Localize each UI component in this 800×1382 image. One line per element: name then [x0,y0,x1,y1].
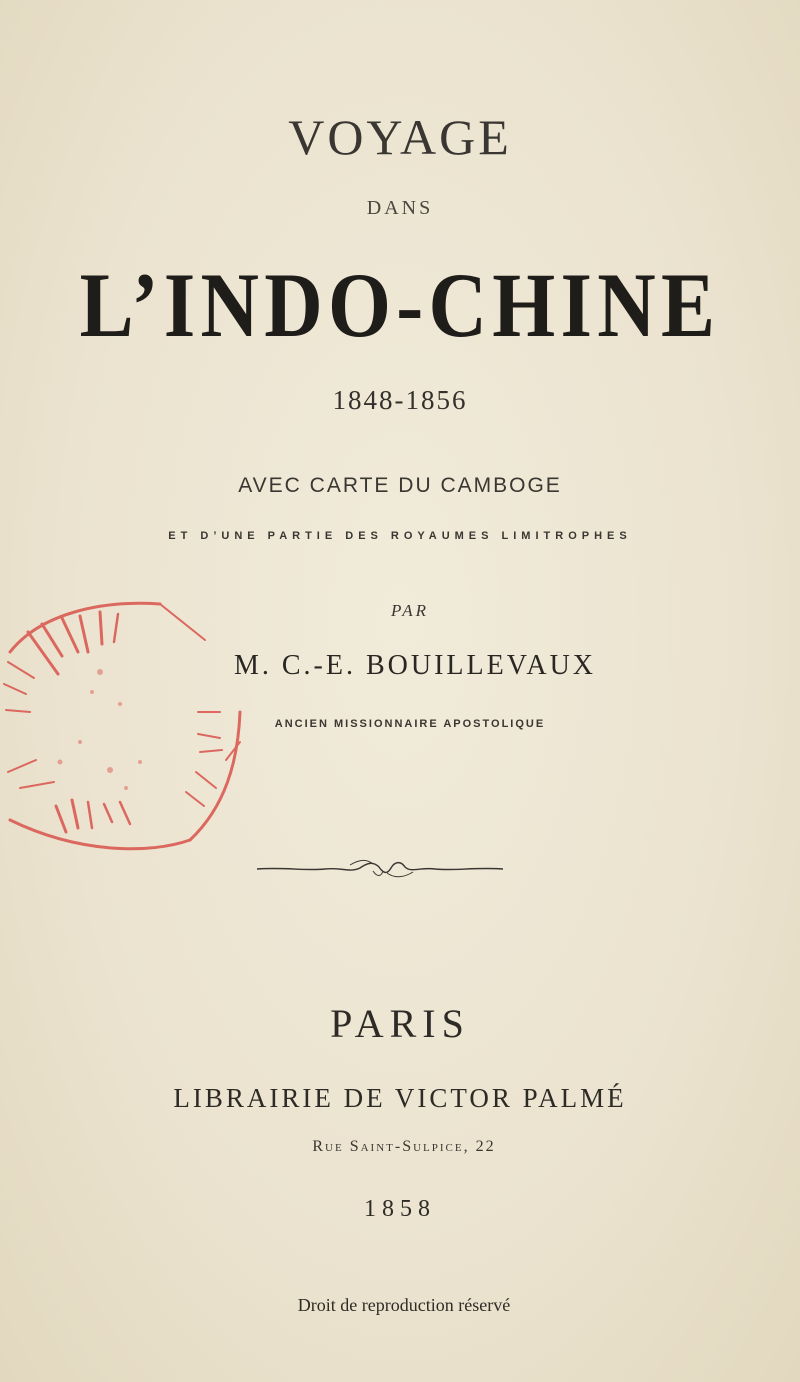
title-line-voyage: VOYAGE [288,109,512,165]
subtitle-map: AVEC CARTE DU CAMBOGE [238,474,562,497]
rights-notice: Droit de reproduction réservé [297,1295,511,1315]
title-line-indochine: L’INDO-CHINE [79,254,721,356]
library-stamp-icon [0,592,250,862]
imprint-year: 1858 [364,1196,436,1222]
author-by: PAR [391,601,429,620]
ornament-flourish [255,855,505,883]
author-role: ANCIEN MISSIONNAIRE APOSTOLIQUE [274,718,546,730]
date-range: 1848-1856 [332,385,468,415]
author-name: M. C.-E. BOUILLEVAUX [233,650,597,681]
imprint-publisher: LIBRAIRIE DE VICTOR PALMÉ [173,1083,627,1113]
imprint-address: Rue Saint-Sulpice, 22 [312,1138,496,1155]
title-line-dans: DANS [366,197,434,219]
imprint-place: PARIS [330,1001,470,1046]
subtitle-kingdoms: ET D’UNE PARTIE DES ROYAUMES LIMITROPHES [168,530,632,542]
